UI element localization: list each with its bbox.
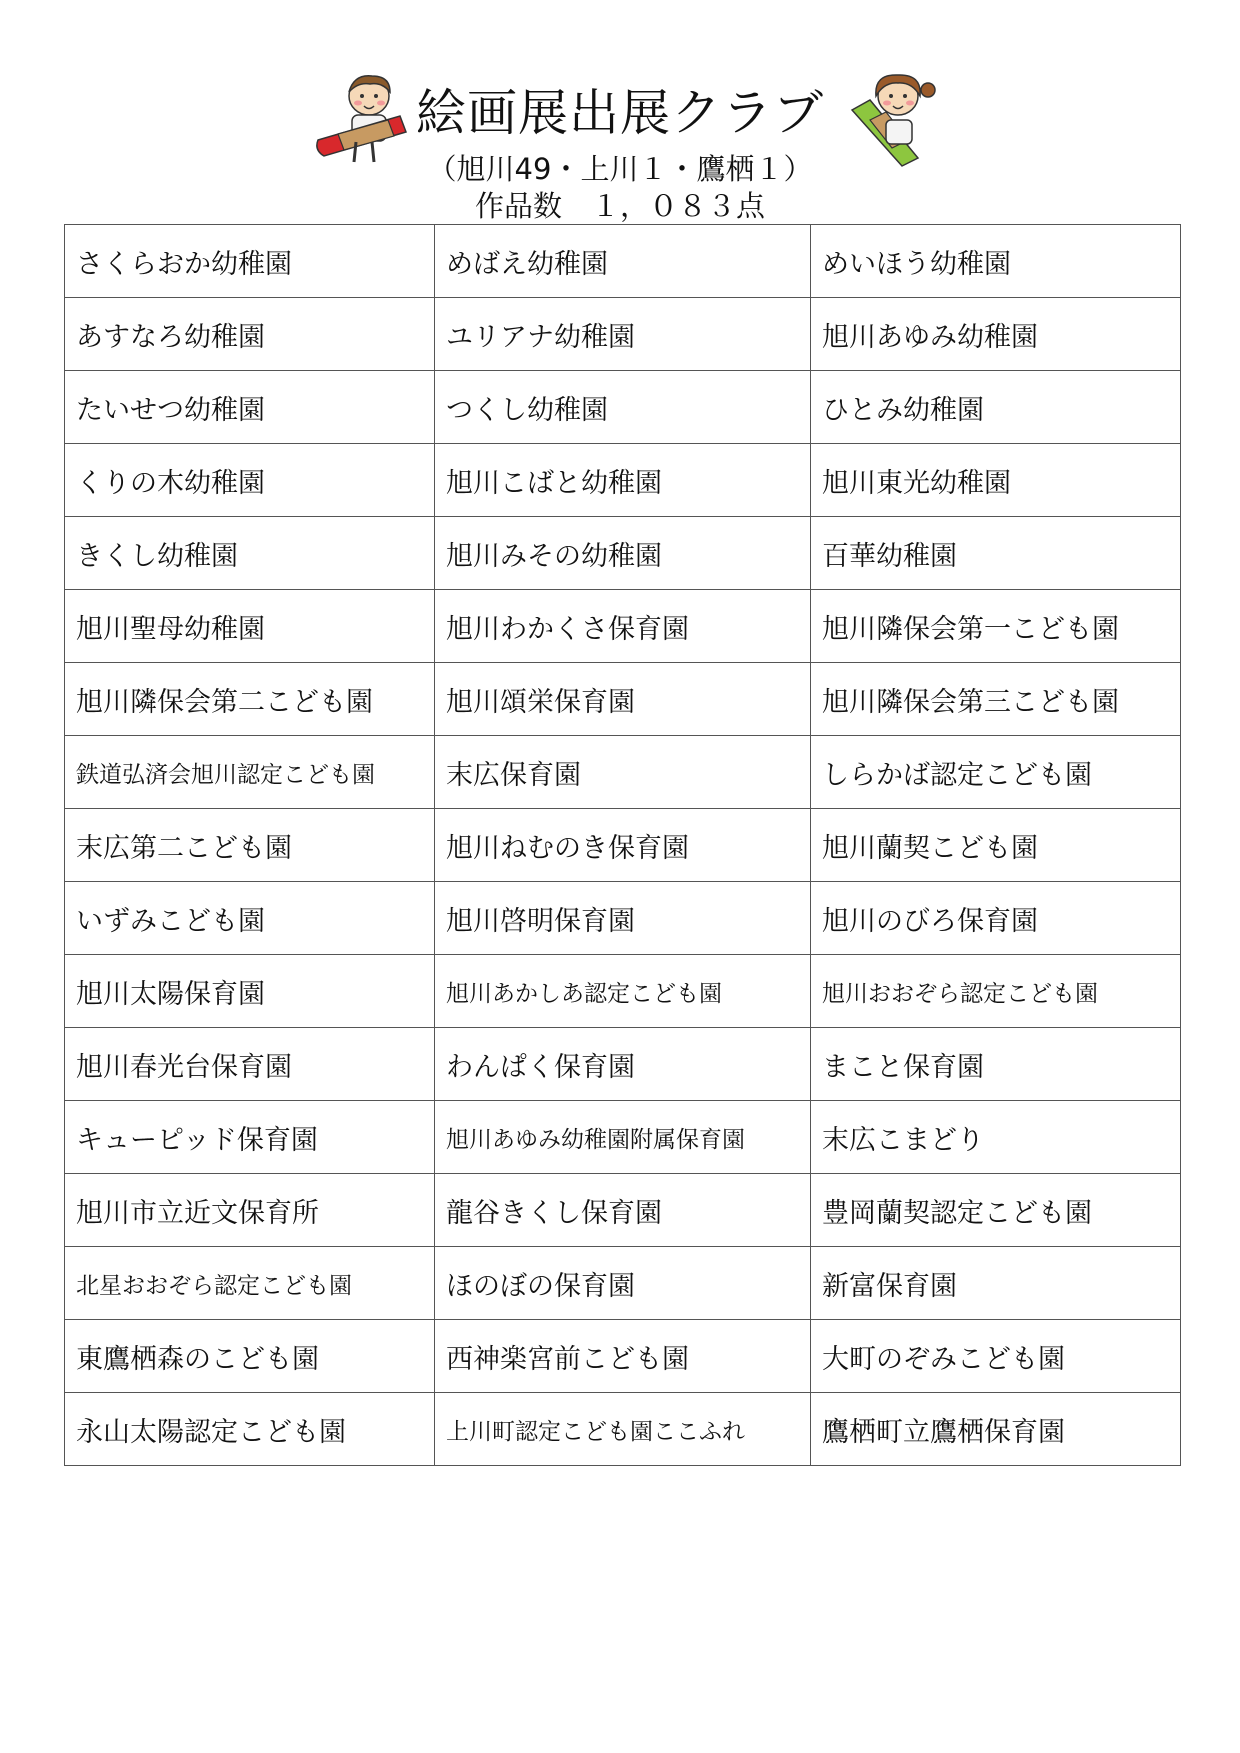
table-row xyxy=(65,955,1181,1028)
club-name-cell: 旭川隣保会第二こども園 xyxy=(65,663,435,736)
page-title: 絵画展出展クラブ xyxy=(416,84,824,142)
club-name-cell: 上川町認定こども園ここふれ xyxy=(435,1393,811,1466)
club-name-cell: ひとみ幼稚園 xyxy=(811,371,1181,444)
table-row xyxy=(65,736,1181,809)
club-name-cell: 旭川東光幼稚園 xyxy=(811,444,1181,517)
club-name-cell: 末広こまどり xyxy=(811,1101,1181,1174)
table-row xyxy=(65,590,1181,663)
club-name-cell: 鷹栖町立鷹栖保育園 xyxy=(811,1393,1181,1466)
table-row xyxy=(65,1101,1181,1174)
table-row xyxy=(65,371,1181,444)
club-name-cell: 龍谷きくし保育園 xyxy=(435,1174,811,1247)
club-name-cell: くりの木幼稚園 xyxy=(65,444,435,517)
club-name-cell: わんぱく保育園 xyxy=(435,1028,811,1101)
club-name-cell: まこと保育園 xyxy=(811,1028,1181,1101)
club-name-cell: 旭川隣保会第一こども園 xyxy=(811,590,1181,663)
club-name-cell: たいせつ幼稚園 xyxy=(65,371,435,444)
club-name-cell: 旭川こばと幼稚園 xyxy=(435,444,811,517)
club-name-cell: 旭川太陽保育園 xyxy=(65,955,435,1028)
club-name-cell: しらかば認定こども園 xyxy=(811,736,1181,809)
table-row xyxy=(65,882,1181,955)
club-name-cell: 大町のぞみこども園 xyxy=(811,1320,1181,1393)
table-row xyxy=(65,1393,1181,1466)
club-name-cell: 旭川聖母幼稚園 xyxy=(65,590,435,663)
work-count: 作品数 １，０８３点 xyxy=(474,189,765,223)
table-row xyxy=(65,1320,1181,1393)
club-name-cell: 旭川春光台保育園 xyxy=(65,1028,435,1101)
girl-with-crayon-icon xyxy=(840,70,960,170)
club-name-cell: あすなろ幼稚園 xyxy=(65,298,435,371)
club-name-cell: 旭川隣保会第三こども園 xyxy=(811,663,1181,736)
club-name-cell: 西神楽宮前こども園 xyxy=(435,1320,811,1393)
club-name-cell: 旭川のびろ保育園 xyxy=(811,882,1181,955)
club-name-cell: 旭川蘭契こども園 xyxy=(811,809,1181,882)
club-name-cell: 新富保育園 xyxy=(811,1247,1181,1320)
table-row xyxy=(65,444,1181,517)
club-name-cell: 旭川みその幼稚園 xyxy=(435,517,811,590)
club-name-cell: 豊岡蘭契認定こども園 xyxy=(811,1174,1181,1247)
club-name-cell: ほのぼの保育園 xyxy=(435,1247,811,1320)
club-name-cell: 永山太陽認定こども園 xyxy=(65,1393,435,1466)
club-name-cell: つくし幼稚園 xyxy=(435,371,811,444)
club-name-cell: さくらおか幼稚園 xyxy=(65,225,435,298)
club-name-cell: めばえ幼稚園 xyxy=(435,225,811,298)
club-name-cell: 旭川頌栄保育園 xyxy=(435,663,811,736)
club-name-cell: 百華幼稚園 xyxy=(811,517,1181,590)
club-name-cell: 旭川あかしあ認定こども園 xyxy=(435,955,811,1028)
club-name-cell: きくし幼稚園 xyxy=(65,517,435,590)
table-row xyxy=(65,809,1181,882)
club-name-cell: 鉄道弘済会旭川認定こども園 xyxy=(65,736,435,809)
club-name-cell: 旭川あゆみ幼稚園 xyxy=(811,298,1181,371)
table-row xyxy=(65,298,1181,371)
table-row xyxy=(65,1174,1181,1247)
club-name-cell: めいほう幼稚園 xyxy=(811,225,1181,298)
club-name-cell: 旭川ねむのき保育園 xyxy=(435,809,811,882)
club-name-cell: 旭川おおぞら認定こども園 xyxy=(811,955,1181,1028)
club-name-cell: 北星おおぞら認定こども園 xyxy=(65,1247,435,1320)
club-name-cell: キューピッド保育園 xyxy=(65,1101,435,1174)
club-name-cell: 東鷹栖森のこども園 xyxy=(65,1320,435,1393)
table-row xyxy=(65,517,1181,590)
table-row xyxy=(65,663,1181,736)
club-table-body xyxy=(65,225,1181,1466)
table-row xyxy=(65,1028,1181,1101)
club-name-cell: 旭川あゆみ幼稚園附属保育園 xyxy=(435,1101,811,1174)
page-header xyxy=(0,0,1240,225)
table-row xyxy=(65,225,1181,298)
club-name-cell: 末広保育園 xyxy=(435,736,811,809)
club-name-cell: いずみこども園 xyxy=(65,882,435,955)
club-name-cell: ユリアナ幼稚園 xyxy=(435,298,811,371)
club-name-cell: 末広第二こども園 xyxy=(65,809,435,882)
table-row xyxy=(65,1247,1181,1320)
club-name-cell: 旭川わかくさ保育園 xyxy=(435,590,811,663)
club-table xyxy=(64,224,1181,1466)
club-name-cell: 旭川市立近文保育所 xyxy=(65,1174,435,1247)
club-name-cell: 旭川啓明保育園 xyxy=(435,882,811,955)
page-subtitle: （旭川49・上川１・鷹栖１） xyxy=(427,152,813,186)
